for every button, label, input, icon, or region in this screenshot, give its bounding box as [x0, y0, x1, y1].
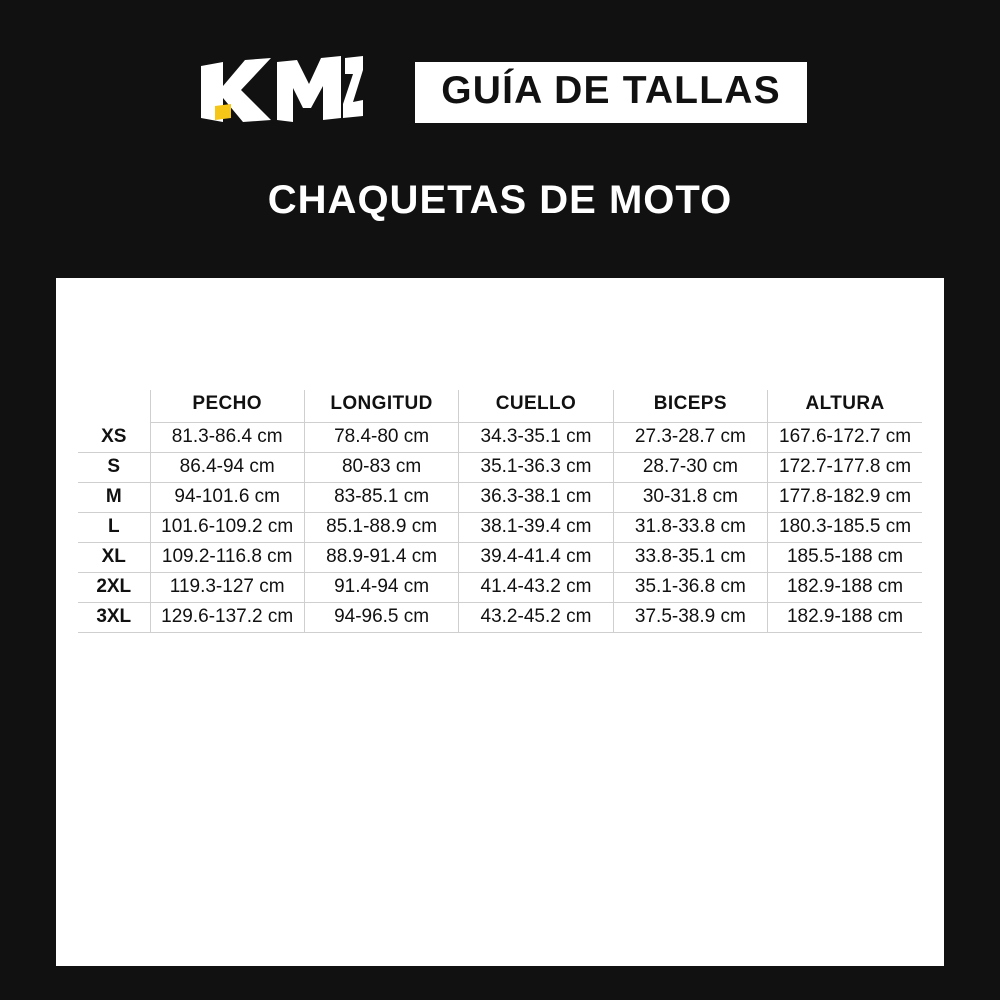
table-row [78, 453, 922, 483]
cell-biceps: 37.5-38.9 cm [613, 603, 767, 633]
kmz-logo [193, 56, 363, 128]
cell-longitud: 94-96.5 cm [304, 603, 458, 633]
column-header-longitud: LONGITUD [304, 390, 458, 423]
size-chart-card [56, 278, 944, 966]
cell-biceps: 31.8-33.8 cm [613, 513, 767, 543]
cell-altura: 185.5-188 cm [768, 543, 922, 573]
cell-altura: 182.9-188 cm [768, 573, 922, 603]
cell-longitud: 85.1-88.9 cm [304, 513, 458, 543]
cell-size: S [78, 453, 150, 483]
cell-longitud: 83-85.1 cm [304, 483, 458, 513]
table-row [78, 603, 922, 633]
cell-pecho: 129.6-137.2 cm [150, 603, 304, 633]
cell-pecho: 101.6-109.2 cm [150, 513, 304, 543]
cell-altura: 167.6-172.7 cm [768, 423, 922, 453]
size-table-head [78, 390, 922, 423]
cell-biceps: 27.3-28.7 cm [613, 423, 767, 453]
column-header-cuello: CUELLO [459, 390, 613, 423]
size-table [78, 390, 922, 633]
page-title: GUÍA DE TALLAS [441, 68, 781, 112]
column-header-altura: ALTURA [768, 390, 922, 423]
table-row [78, 543, 922, 573]
cell-biceps: 30-31.8 cm [613, 483, 767, 513]
cell-altura: 172.7-177.8 cm [768, 453, 922, 483]
cell-longitud: 91.4-94 cm [304, 573, 458, 603]
cell-biceps: 28.7-30 cm [613, 453, 767, 483]
cell-cuello: 34.3-35.1 cm [459, 423, 613, 453]
cell-cuello: 43.2-45.2 cm [459, 603, 613, 633]
cell-size: 3XL [78, 603, 150, 633]
cell-cuello: 39.4-41.4 cm [459, 543, 613, 573]
cell-longitud: 78.4-80 cm [304, 423, 458, 453]
cell-cuello: 41.4-43.2 cm [459, 573, 613, 603]
cell-size: 2XL [78, 573, 150, 603]
column-header-biceps: BICEPS [613, 390, 767, 423]
cell-pecho: 94-101.6 cm [150, 483, 304, 513]
cell-cuello: 36.3-38.1 cm [459, 483, 613, 513]
size-table-wrapper [78, 390, 922, 633]
cell-size: XS [78, 423, 150, 453]
cell-longitud: 88.9-91.4 cm [304, 543, 458, 573]
cell-size: M [78, 483, 150, 513]
cell-longitud: 80-83 cm [304, 453, 458, 483]
cell-biceps: 33.8-35.1 cm [613, 543, 767, 573]
cell-cuello: 35.1-36.3 cm [459, 453, 613, 483]
page-header [0, 52, 1000, 132]
table-row [78, 573, 922, 603]
cell-pecho: 109.2-116.8 cm [150, 543, 304, 573]
column-header-pecho: PECHO [150, 390, 304, 423]
size-table-body [78, 423, 922, 633]
cell-cuello: 38.1-39.4 cm [459, 513, 613, 543]
cell-altura: 182.9-188 cm [768, 603, 922, 633]
cell-size: L [78, 513, 150, 543]
table-row [78, 423, 922, 453]
page-title-box [415, 62, 807, 123]
cell-pecho: 81.3-86.4 cm [150, 423, 304, 453]
cell-biceps: 35.1-36.8 cm [613, 573, 767, 603]
table-row [78, 483, 922, 513]
kmz-logo-icon [193, 56, 363, 128]
table-row [78, 513, 922, 543]
column-header-size [78, 390, 150, 423]
cell-pecho: 86.4-94 cm [150, 453, 304, 483]
page-subtitle: CHAQUETAS DE MOTO [267, 178, 733, 222]
cell-pecho: 119.3-127 cm [150, 573, 304, 603]
cell-size: XL [78, 543, 150, 573]
cell-altura: 180.3-185.5 cm [768, 513, 922, 543]
table-header-row [78, 390, 922, 423]
cell-altura: 177.8-182.9 cm [768, 483, 922, 513]
